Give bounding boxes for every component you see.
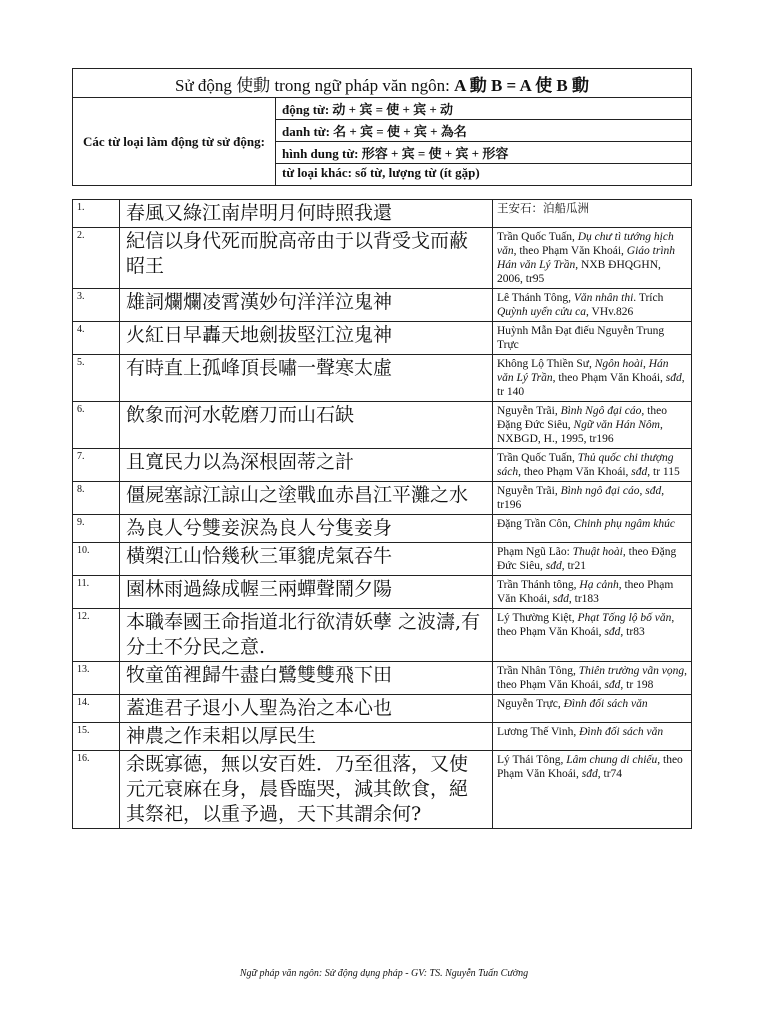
example-source [493, 662, 692, 695]
source-segment: Bình Ngô đại cáo [560, 405, 642, 417]
source-segment: , theo Phạm Văn Khoái, [497, 579, 674, 605]
example-number: 4. [73, 322, 120, 355]
example-number: 6. [73, 402, 120, 449]
example-row [73, 515, 692, 543]
example-row [73, 723, 692, 751]
example-row [73, 482, 692, 515]
source-segment: Lý Thường Kiệt, [497, 612, 578, 624]
source-segment: sđd [604, 626, 621, 638]
example-number: 14. [73, 695, 120, 723]
title-cjk: 使動 [236, 75, 271, 95]
example-row [73, 200, 692, 228]
examples-table [72, 199, 692, 829]
examples-body [73, 200, 692, 829]
example-source [493, 402, 692, 449]
source-segment: Trần Nhân Tông, [497, 665, 579, 677]
source-segment: Đặng Trần Côn, [497, 518, 574, 530]
source-segment: Nguyễn Trãi, [497, 485, 561, 497]
source-segment: Phạm Ngũ Lão: [497, 546, 573, 558]
title-prefix: Sử động [175, 75, 232, 95]
example-source [493, 609, 692, 662]
title-formula: A 動 B = A 使 B 動 [454, 75, 589, 95]
example-number: 7. [73, 449, 120, 482]
example-row [73, 576, 692, 609]
source-segment: Quỳnh uyển cửu ca [497, 306, 586, 318]
example-number: 5. [73, 355, 120, 402]
source-segment: , tr83 [620, 626, 645, 638]
example-source [493, 449, 692, 482]
source-segment: Thuật hoài [572, 546, 623, 558]
source-segment: 王安石：泊船瓜洲 [497, 203, 589, 215]
rule-noun: danh từ: 名 + 宾 = 使 + 宾 + 為名 [276, 120, 692, 142]
source-segment: Không Lộ Thiền Sư, [497, 358, 595, 370]
example-text: 蓋進君子退小人聖為治之本心也 [120, 695, 493, 723]
example-number: 11. [73, 576, 120, 609]
example-row [73, 289, 692, 322]
example-number: 16. [73, 751, 120, 829]
example-text: 本職奉國王命指道北行欲清妖孽 之波濤,有分土不分民之意. [120, 609, 493, 662]
source-segment: Lâm chung di chiếu [566, 754, 658, 766]
example-text: 春風又綠江南岸明月何時照我還 [120, 200, 493, 228]
example-number: 15. [73, 723, 120, 751]
example-text: 為良人兮雙妾淚為良人兮隻妾身 [120, 515, 493, 543]
source-segment: Lương Thế Vinh, [497, 726, 580, 738]
example-text: 有時直上孤峰頂長嘯一聲寒太虛 [120, 355, 493, 402]
source-segment: , theo Phạm Văn Khoái, [497, 665, 688, 691]
example-number: 3. [73, 289, 120, 322]
source-segment: Lý Thái Tông, [497, 754, 567, 766]
source-segment: Đình đối sách văn [563, 698, 648, 710]
example-row [73, 695, 692, 723]
example-number: 9. [73, 515, 120, 543]
source-segment: Trần Quốc Tuấn, [497, 231, 578, 243]
example-source [493, 322, 692, 355]
source-segment: Nguyễn Trãi, [497, 405, 561, 417]
example-row [73, 322, 692, 355]
example-text: 火紅日早轟天地劍拔堅江泣鬼神 [120, 322, 493, 355]
source-segment: , tr 198 [620, 679, 654, 691]
source-segment: sđd [631, 466, 648, 478]
example-source [493, 355, 692, 402]
source-segment: , tr21 [561, 560, 586, 572]
example-row [73, 449, 692, 482]
example-text: 園林雨過綠成幄三兩蟬聲鬧夕陽 [120, 576, 493, 609]
source-segment: , [639, 485, 646, 497]
example-text: 雄詞爛爛凌霄漢妙句洋洋泣鬼神 [120, 289, 493, 322]
example-text: 僵屍塞諒江諒山之塗戰血赤昌江平灘之水 [120, 482, 493, 515]
example-row [73, 751, 692, 829]
source-segment: , tr 115 [647, 466, 680, 478]
example-row [73, 228, 692, 289]
source-segment: , VHv.826 [585, 306, 634, 318]
example-number: 10. [73, 543, 120, 576]
title-mid: trong ngữ pháp văn ngôn: [274, 75, 450, 95]
example-number: 12. [73, 609, 120, 662]
source-segment: Trần Thánh tông, [497, 579, 580, 591]
source-segment: , NXB ĐHQGHN, 2006, tr95 [497, 259, 661, 285]
example-source [493, 723, 692, 751]
source-segment: Đình đối sách văn [579, 726, 664, 738]
source-segment: Chinh phụ ngâm khúc [573, 518, 675, 530]
source-segment: sđd [645, 485, 662, 497]
source-segment: , theo Phạm Văn Khoái, [518, 466, 632, 478]
rule-other: từ loại khác: số từ, lượng từ (ít gặp) [276, 164, 692, 186]
source-segment: Dụ chư tì tướng hịch văn [497, 231, 674, 257]
example-text: 紀信以身代死而脫高帝由于以背受戈而蔽昭王 [120, 228, 493, 289]
example-text: 飲象而河水乾磨刀而山石缺 [120, 402, 493, 449]
example-row [73, 402, 692, 449]
page-footer: Ngữ pháp văn ngôn: Sử động dụng pháp - GV: TS. Nguyễn Tuấn Cường [239, 968, 529, 979]
source-segment: , tr183 [568, 593, 599, 605]
example-text: 神農之作耒耜以厚民生 [120, 723, 493, 751]
source-segment: , theo Phạm Văn Khoái, [497, 612, 675, 638]
example-source [493, 228, 692, 289]
source-segment: , theo Phạm Văn Khoái, [552, 372, 666, 384]
source-segment: sđd [545, 560, 562, 572]
source-segment: sđd [665, 372, 682, 384]
source-segment: Huỳnh Mẫn Đạt điếu Nguyễn Trung Trực [497, 325, 665, 351]
header-table [72, 68, 692, 186]
source-segment: , theo Phạm Văn Khoái, [513, 245, 627, 257]
example-source [493, 482, 692, 515]
source-segment: Hạ cảnh [579, 579, 619, 591]
rule-verb: động từ: 动 + 宾 = 使 + 宾 + 动 [276, 98, 692, 120]
example-source [493, 289, 692, 322]
source-segment: , theo Phạm Văn Khoái, [497, 754, 683, 780]
source-segment: sđd [604, 679, 621, 691]
source-segment: Thiên trường vãn vọng [578, 665, 685, 677]
example-text: 且寬民力以為深根固蒂之計 [120, 449, 493, 482]
source-segment: Giáo trình Hán văn Lý Trần [497, 245, 676, 271]
source-segment: , NXBGD, H., 1995, tr196 [497, 419, 663, 445]
rule-adjective: hình dung từ: 形容 + 宾 = 使 + 宾 + 形容 [276, 142, 692, 164]
source-segment: , tr196 [497, 485, 665, 511]
example-source [493, 695, 692, 723]
example-source [493, 543, 692, 576]
source-segment: , tr 140 [497, 372, 685, 398]
example-number: 1. [73, 200, 120, 228]
example-source [493, 200, 692, 228]
example-text: 橫槊江山恰幾秋三軍貔虎氣吞牛 [120, 543, 493, 576]
source-segment: Ngôn hoài [594, 358, 643, 370]
source-segment: Hán văn Lý Trần [497, 358, 669, 384]
example-source [493, 515, 692, 543]
source-segment: , theo Đặng Đức Siêu, [497, 405, 667, 431]
example-row [73, 662, 692, 695]
example-number: 8. [73, 482, 120, 515]
example-row [73, 543, 692, 576]
example-number: 2. [73, 228, 120, 289]
source-segment: Lê Thánh Tông, [497, 292, 574, 304]
example-text: 牧童笛裡歸牛盡白鷺雙雙飛下田 [120, 662, 493, 695]
example-source [493, 751, 692, 829]
example-number: 13. [73, 662, 120, 695]
document-title [73, 69, 692, 98]
source-segment: Ngữ văn Hán Nôm [573, 419, 660, 431]
source-segment: Nguyễn Trực, [497, 698, 564, 710]
source-segment: sđd [552, 593, 569, 605]
source-segment: Văn nhân thi [573, 292, 634, 304]
example-row [73, 609, 692, 662]
source-segment: sđd [581, 768, 598, 780]
source-segment: Thủ quốc chi thượng sách [497, 452, 674, 478]
word-class-label: Các từ loại làm động từ sử động: [73, 98, 276, 186]
source-segment: , theo Đặng Đức Siêu, [497, 546, 677, 572]
source-segment: . Trích [633, 292, 664, 304]
source-segment: , [642, 358, 649, 370]
example-text: 余既寡德，無以安百姓．乃至徂落，又使元元衰麻在身，晨昏臨哭，減其飲食，絕其祭祀，以重予過，天下其謂余何? [120, 751, 493, 829]
source-segment: , tr74 [597, 768, 623, 780]
source-segment: Bình ngô đại cáo [560, 485, 640, 497]
source-segment: Phạt Tống lộ bố văn [577, 612, 672, 624]
example-source [493, 576, 692, 609]
source-segment: Trần Quốc Tuấn, [497, 452, 578, 464]
example-row [73, 355, 692, 402]
